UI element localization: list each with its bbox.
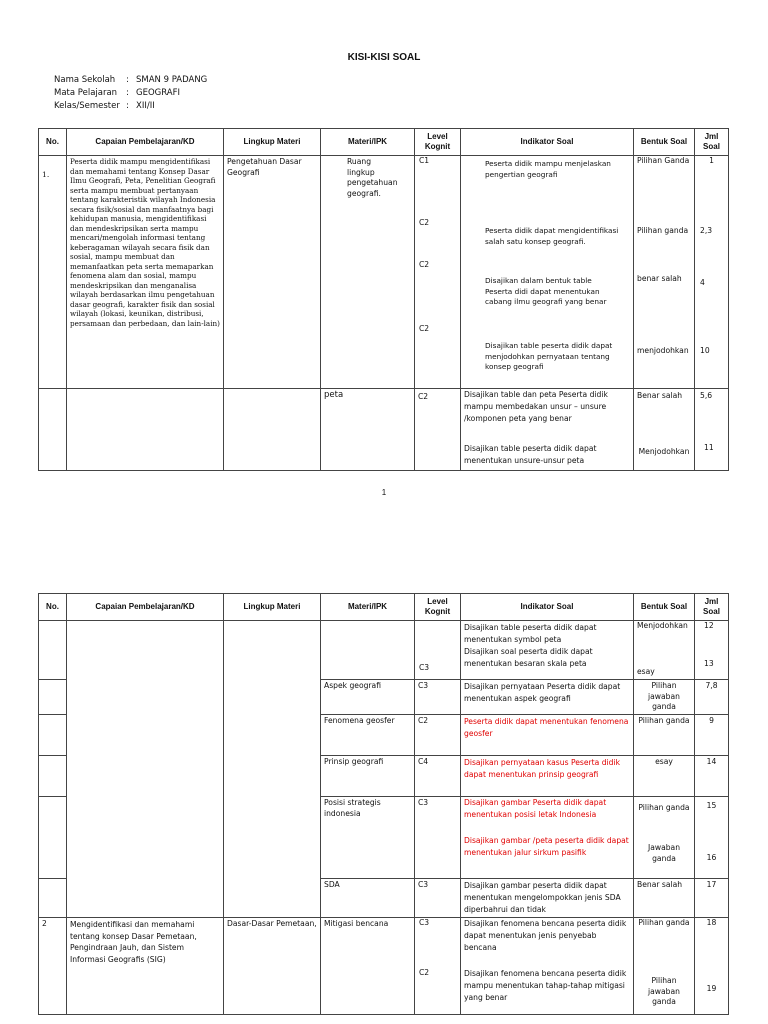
level-value: C3 <box>419 663 430 672</box>
kisi-table-page-2 <box>38 593 729 1015</box>
bentuk-cell: Pilihan jawaban ganda <box>634 680 695 715</box>
indikator-text: Disajikan gambar /peta peserta didik dapat menentukan jalur sirkum pasifik <box>464 836 629 857</box>
materi-cell: Prinsip geografi <box>321 756 415 797</box>
table-row <box>39 621 729 680</box>
bentuk-value: Benar salah <box>637 391 683 400</box>
header-jml: Jml Soal <box>695 594 729 621</box>
indikator-text: Disajikan table peserta didik dapat menjodohkan pernyataan tentang konsep geografi <box>485 341 613 371</box>
header-level: Level Kognit <box>415 594 461 621</box>
lingkup-cell: Dasar-Dasar Pemetaan, <box>224 918 321 1015</box>
level-cell: C3 <box>415 797 461 879</box>
info-row-school: Nama Sekolah : SMAN 9 PADANG <box>54 75 208 85</box>
indikator-cell <box>461 621 634 680</box>
row-number-empty <box>39 621 67 680</box>
row-number-empty <box>39 389 67 471</box>
indikator-cell <box>461 389 634 471</box>
materi-cell: Mitigasi bencana <box>321 918 415 1015</box>
bentuk-cell <box>634 918 695 1015</box>
header-level: Level Kognit <box>415 129 461 156</box>
level-cell <box>415 156 461 389</box>
jml-value: 10 <box>700 346 710 355</box>
info-label: Kelas/Semester <box>54 101 120 111</box>
indikator-cell: Disajikan pernyataan kasus Peserta didik dapat menentukan prinsip geografi <box>461 756 634 797</box>
jml-value: 18 <box>706 918 717 927</box>
bentuk-cell: Pilihan ganda <box>634 715 695 756</box>
bentuk-value: Pilihan ganda <box>638 918 690 927</box>
capaian-cell: Peserta didik mampu mengidentifikasi dan memahami tentang Konsep Dasar Ilmu Geografi, Peta, Penelitian Geografi serta mampu membuat pertanyaan tentang karakteristik wilayah Indonesia secara fisik/sosial dan manfaatnya bagi kehidupan manusia, mengidentifikasi dan mendeskripsikan serta mampu mencari/mengolah informasi tentang keberagaman wilayah secara fisik dan sosial, mampu membuat dan memanfaatkan peta serta memaparkan fenomena alam dan sosial, mampu mendeskripsikan dan menganalisa wilayah berdasarkan ilmu pengetahuan dasar geografi, karakter fisik dan sosial wilayah (lokasi, keunikan, distribusi, persamaan dan perbedaan, dan lain-lain) <box>67 156 224 389</box>
info-value: GEOGRAFI <box>136 88 181 98</box>
level-value: C2 <box>419 218 430 227</box>
jml-value: 11 <box>704 443 714 452</box>
lingkup-cell-empty <box>224 621 321 918</box>
row-number-empty <box>39 797 67 879</box>
bentuk-value: Pilihan ganda <box>638 803 690 812</box>
jml-cell: 14 <box>695 756 729 797</box>
jml-value: 1 <box>709 156 714 165</box>
table-row <box>39 389 729 471</box>
level-cell: C3 <box>415 680 461 715</box>
level-cell: C2 <box>415 389 461 471</box>
level-value: C2 <box>419 260 430 269</box>
jml-cell <box>695 621 729 680</box>
indikator-text: Disajikan fenomena bencana peserta didik dapat menentukan jenis penyebab bencana <box>464 919 627 952</box>
row-number-empty <box>39 756 67 797</box>
kisi-table-page-1 <box>38 128 729 471</box>
bentuk-value: Menjodohkan <box>637 621 688 630</box>
level-value: C2 <box>419 324 430 333</box>
header-materi: Materi/IPK <box>321 129 415 156</box>
header-lingkup: Lingkup Materi <box>224 129 321 156</box>
bentuk-value: Pilihan Ganda <box>637 156 690 165</box>
info-row-subject: Mata Pelajaran : GEOGRAFI <box>54 88 181 98</box>
indikator-cell: Peserta didik dapat menentukan fenomena geosfer <box>461 715 634 756</box>
header-lingkup: Lingkup Materi <box>224 594 321 621</box>
level-cell <box>415 918 461 1015</box>
school-info <box>54 74 207 113</box>
bentuk-cell <box>634 156 695 389</box>
jml-cell: 9 <box>695 715 729 756</box>
bentuk-value: esay <box>637 667 655 676</box>
page-number: 1 <box>381 488 387 497</box>
table-row <box>39 156 729 389</box>
lingkup-cell: Pengetahuan Dasar Geografi <box>224 156 321 389</box>
row-number: 2 <box>39 918 67 1015</box>
table-header-row <box>39 129 729 156</box>
indikator-text: Disajikan fenomena bencana peserta didik mampu menentukan tahap-tahap mitigasi yang benar <box>464 969 627 1002</box>
materi-cell: SDA <box>321 879 415 918</box>
indikator-text: Disajikan gambar Peserta didik dapat menentukan posisi letak Indonesia <box>464 798 607 819</box>
jml-cell <box>695 389 729 471</box>
level-value: C3 <box>419 918 430 927</box>
jml-value: 12 <box>704 621 714 630</box>
indikator-text: Disajikan dalam bentuk table Peserta didi dapat menentukan cabang ilmu geografi yang benar <box>485 276 607 306</box>
header-no: No. <box>39 129 67 156</box>
jml-cell: 17 <box>695 879 729 918</box>
jml-cell <box>695 918 729 1015</box>
indikator-cell <box>461 918 634 1015</box>
level-value: C1 <box>419 156 430 165</box>
header-cp: Capaian Pembelajaran/KD <box>67 129 224 156</box>
bentuk-cell <box>634 621 695 680</box>
header-jml: Jml Soal <box>695 129 729 156</box>
indikator-cell <box>461 156 634 389</box>
jml-value: 5,6 <box>700 391 713 400</box>
indikator-text: Disajikan table peserta didik dapat menentukan symbol peta <box>464 623 597 644</box>
info-row-class: Kelas/Semester : XII/II <box>54 101 155 111</box>
indikator-text: Disajikan table dan peta Peserta didik mampu membedakan unsur – unsure /komponen peta yang benar <box>464 390 608 423</box>
info-value: XII/II <box>136 101 155 111</box>
indikator-cell: Disajikan gambar peserta didik dapat menentukan mengelompokkan jenis SDA diperbahrui dan tidak <box>461 879 634 918</box>
header-no: No. <box>39 594 67 621</box>
row-number-empty <box>39 680 67 715</box>
materi-cell: Ruang lingkup pengetahuan geografi. <box>321 156 415 389</box>
jml-cell <box>695 156 729 389</box>
materi-cell-empty <box>321 621 415 680</box>
jml-value: 13 <box>704 659 714 668</box>
jml-value: 15 <box>706 801 717 810</box>
header-cp: Capaian Pembelajaran/KD <box>67 594 224 621</box>
indikator-text: Peserta didik dapat mengidentifikasi salah satu konsep geografi. <box>485 226 619 246</box>
level-cell: C4 <box>415 756 461 797</box>
bentuk-cell: esay <box>634 756 695 797</box>
bentuk-value: benar salah <box>637 274 682 283</box>
row-number-empty <box>39 715 67 756</box>
indikator-text: Disajikan soal peserta didik dapat menentukan besaran skala peta <box>464 647 593 668</box>
info-value: SMAN 9 PADANG <box>136 75 208 85</box>
level-value: C2 <box>419 968 430 977</box>
capaian-cell-empty <box>67 621 224 918</box>
indikator-cell <box>461 797 634 879</box>
header-indikator: Indikator Soal <box>461 594 634 621</box>
jml-value: 4 <box>700 278 705 287</box>
materi-cell: Aspek geografi <box>321 680 415 715</box>
indikator-text: Peserta didik mampu menjelaskan pengertian geografi <box>485 159 611 179</box>
bentuk-value: Pilihan ganda <box>637 226 689 235</box>
bentuk-value: menjodohkan <box>637 346 689 355</box>
capaian-cell-empty <box>67 389 224 471</box>
level-cell: C3 <box>415 879 461 918</box>
indikator-text: Disajikan table peserta didik dapat menentukan unsure-unsur peta <box>464 444 597 465</box>
materi-cell: Fenomena geosfer <box>321 715 415 756</box>
header-bentuk: Bentuk Soal <box>634 129 695 156</box>
page-title: KISI-KISI SOAL <box>347 52 421 63</box>
header-bentuk: Bentuk Soal <box>634 594 695 621</box>
info-label: Nama Sekolah <box>54 75 116 85</box>
row-number-empty <box>39 879 67 918</box>
capaian-cell: Mengidentifikasi dan memahami tentang konsep Dasar Pemetaan, Pengindraan Jauh, dan Sistem Informasi Geografis (SIG) <box>67 918 224 1015</box>
jml-cell: 7,8 <box>695 680 729 715</box>
level-cell: C2 <box>415 715 461 756</box>
bentuk-cell: Benar salah <box>634 879 695 918</box>
jml-cell <box>695 797 729 879</box>
bentuk-cell <box>634 389 695 471</box>
header-indikator: Indikator Soal <box>461 129 634 156</box>
materi-cell: Posisi strategis indonesia <box>321 797 415 879</box>
table-header-row <box>39 594 729 621</box>
bentuk-value: Pilihan jawaban ganda <box>648 976 680 1006</box>
bentuk-value: Jawaban ganda <box>647 843 681 863</box>
jml-value: 19 <box>706 984 717 993</box>
materi-cell: peta <box>321 389 415 471</box>
info-label: Mata Pelajaran <box>54 88 118 98</box>
lingkup-cell-empty <box>224 389 321 471</box>
jml-value: 16 <box>706 853 717 862</box>
bentuk-value: Menjodohkan <box>638 447 690 456</box>
jml-value: 2,3 <box>700 226 713 235</box>
header-materi: Materi/IPK <box>321 594 415 621</box>
row-number: 1. <box>39 156 67 389</box>
level-cell <box>415 621 461 680</box>
indikator-cell: Disajikan pernyataan Peserta didik dapat menentukan aspek geografi <box>461 680 634 715</box>
bentuk-cell <box>634 797 695 879</box>
table-row <box>39 918 729 1015</box>
